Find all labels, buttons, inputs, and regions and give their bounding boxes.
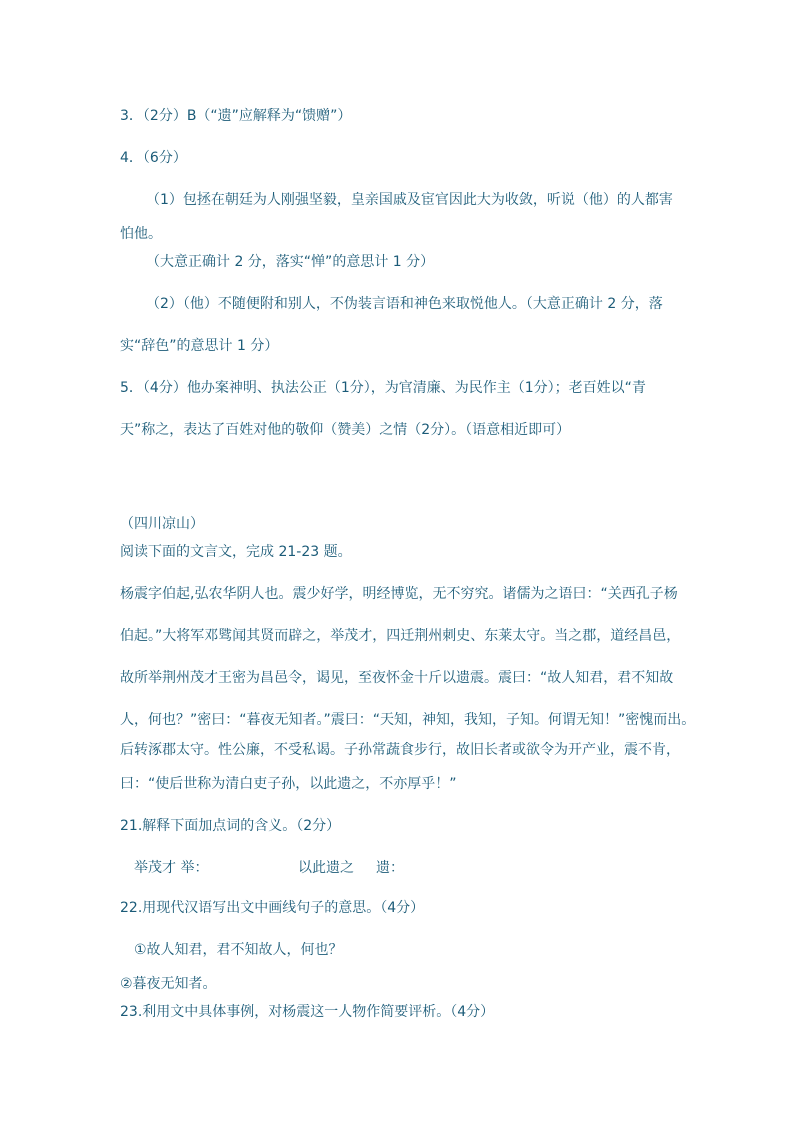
passage-line: 人，何也？”密曰：“暮夜无知者。”震曰：“天知，神知，我知，子知。何谓无知！”密愧而出。 xyxy=(120,712,696,728)
answer-4-heading: 4．（6分） xyxy=(120,150,187,166)
answer-4-1-line2: 怕他。 xyxy=(120,226,162,242)
passage-line: 故所举荆州茂才王密为昌邑令，谒见，至夜怀金十斤以遗震。震曰：“故人知君，君不知故 xyxy=(120,670,674,686)
answer-5-line2: 天”称之，表达了百姓对他的敬仰（赞美）之情（2分）。（语意相近即可） xyxy=(120,422,571,438)
question-21-item-2-key: 遗： xyxy=(376,860,404,876)
question-21: 21.解释下面加点词的含义。（2分） xyxy=(120,818,341,834)
question-22-item-1: ①故人知君，君不知故人，何也？ xyxy=(134,942,343,958)
question-21-item-1: 举茂才 举： xyxy=(134,860,209,876)
question-22-item-2: ②暮夜无知者。 xyxy=(120,976,217,992)
question-22: 22.用现代汉语写出文中画线句子的意思。（4分） xyxy=(120,900,425,916)
answer-4-1-score: （大意正确计 2 分，落实“惮”的意思计 1 分） xyxy=(146,254,435,270)
answer-3: 3．（2分）B（“遗”应解释为“馈赠”） xyxy=(120,108,352,124)
question-23: 23.利用文中具体事例，对杨震这一人物作简要评析。（4分） xyxy=(120,1004,495,1020)
answer-4-2-line1: （2）（他）不随便附和别人，不伪装言语和神色来取悦他人。（大意正确计 2 分，落 xyxy=(146,296,663,312)
section-instruction: 阅读下面的文言文，完成 21-23 题。 xyxy=(120,544,352,560)
section-source: （四川凉山） xyxy=(120,516,204,532)
passage-line: 杨震字伯起,弘农华阴人也。震少好学，明经博览，无不穷究。诸儒为之语曰：“关西孔子杨 xyxy=(120,586,678,602)
passage-line: 伯起。”大将军邓骘闻其贤而辟之，举茂才，四迁荆州刺史、东莱太守。当之郡，道经昌邑， xyxy=(120,628,681,644)
answer-4-2-line2: 实“辞色”的意思计 1 分） xyxy=(120,338,279,354)
question-21-item-2: 以此遗之 xyxy=(298,860,354,876)
passage-line: 后转涿郡太守。性公廉，不受私谒。子孙常蔬食步行，故旧长者或欲令为开产业，震不肯， xyxy=(120,742,680,758)
answer-4-1-line1: （1）包拯在朝廷为人刚强坚毅，皇亲国戚及宦官因此大为收敛，听说（他）的人都害 xyxy=(146,192,673,208)
passage-line: 曰：“使后世称为清白吏子孙，以此遗之，不亦厚乎！” xyxy=(120,776,457,792)
answer-5-line1: 5．（4分）他办案神明、执法公正（1分），为官清廉、为民作主（1分）；老百姓以“青 xyxy=(120,380,646,396)
